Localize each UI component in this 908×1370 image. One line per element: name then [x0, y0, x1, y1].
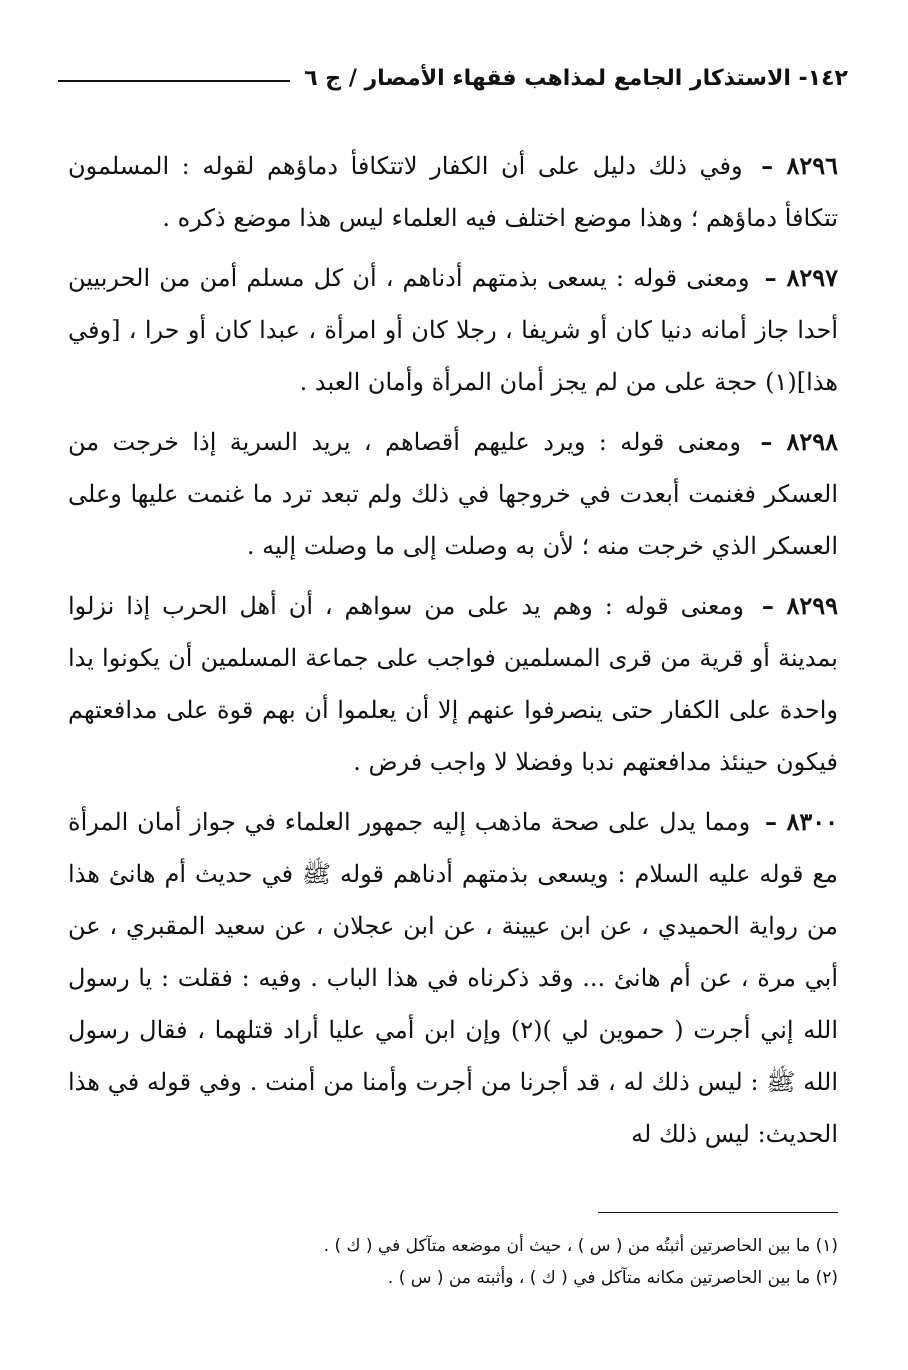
paragraph-text: ومعنى قوله : وهم يد على من سواهم ، أن أهل الحرب إذا نزلوا بمدينة أو قرية من قرى المسلمين فواجب على جماعة المسلمين أن يكونوا يدا واحدة على الكفار حتى ينصرفوا عنهم إلا أن يعلموا أن بهم قوة على مدافعتهم فيكون حينئذ مدافعتهم ندبا وفضلا لا واجب فرض .	[68, 592, 838, 776]
paragraph-8297	[68, 252, 838, 408]
header-rule	[58, 80, 290, 82]
footnotes	[68, 1230, 838, 1294]
paragraph-number: ٨٢٩٨ –	[760, 427, 839, 456]
paragraph-number: ٨٢٩٩ –	[761, 591, 838, 620]
paragraph-text: وفي ذلك دليل على أن الكفار لاتتكافأ دماؤهم لقوله : المسلمون تتكافأ دماؤهم ؛ وهذا موضع اختلف فيه العلماء ليس هذا موضع ذكره .	[68, 152, 838, 232]
paragraph-8298	[68, 416, 838, 572]
paragraph-text: ومعنى قوله : ويرد عليهم أقصاهم ، يريد السرية إذا خرجت من العسكر فغنمت أبعدت في خروجها في ذلك ولم تبعد ترد ما غنمت عليها وعلى العسكر الذي خرجت منه ؛ لأن به وصلت إلى ما وصلت إليه .	[68, 428, 838, 560]
paragraph-8300	[68, 796, 838, 1160]
paragraph-number: ٨٣٠٠ –	[764, 807, 839, 836]
footnote-2: (٢) ما بين الحاصرتين مكانه متآكل في ( ك ) ، وأثبته من ( س ) .	[387, 1268, 838, 1288]
header-title: ١٤٢- الاستذكار الجامع لمذاهب فقهاء الأمصار / ج ٦	[304, 65, 848, 91]
main-text	[68, 140, 838, 1168]
paragraph-text: ومما يدل على صحة ماذهب إليه جمهور العلماء في جواز أمان المرأة مع قوله عليه السلام : ويسعى بذمتهم أدناهم قوله ﷺ في حديث أم هانئ هذا من رواية الحميدي ، عن ابن عيينة ، عن ابن عجلان ، عن سعيد المقبري ، عن أبي مرة ، عن أم هانئ ... وقد ذكرناه في هذا الباب . وفيه : فقلت : يا رسول الله إني أجرت ( حموين لي )(٢) وإن ابن أمي عليا أراد قتلهما ، فقال رسول الله ﷺ : ليس ذلك له ، قد أجرنا من أجرت وأمنا من أمنت . وفي قوله في هذا الحديث: ليس ذلك له	[68, 808, 838, 1148]
paragraph-8299	[68, 580, 838, 788]
paragraph-number: ٨٢٩٦ –	[761, 151, 838, 180]
footnote-1: (١) ما بين الحاصرتين أثبتُه من ( س ) ، حيث أن موضعه متآكل في ( ك ) .	[323, 1236, 838, 1256]
footnote-separator	[598, 1212, 838, 1213]
paragraph-8296	[68, 140, 838, 244]
running-header	[58, 58, 848, 98]
paragraph-text: ومعنى قوله : يسعى بذمتهم أدناهم ، أن كل مسلم أمن من الحربيين أحدا جاز أمانه دنيا كان أو شريفا ، رجلا كان أو امرأة ، عبدا كان أو حرا ، [وفي هذا](١) حجة على من لم يجز أمان المرأة وأمان العبد .	[68, 264, 838, 396]
paragraph-number: ٨٢٩٧ –	[764, 263, 839, 292]
